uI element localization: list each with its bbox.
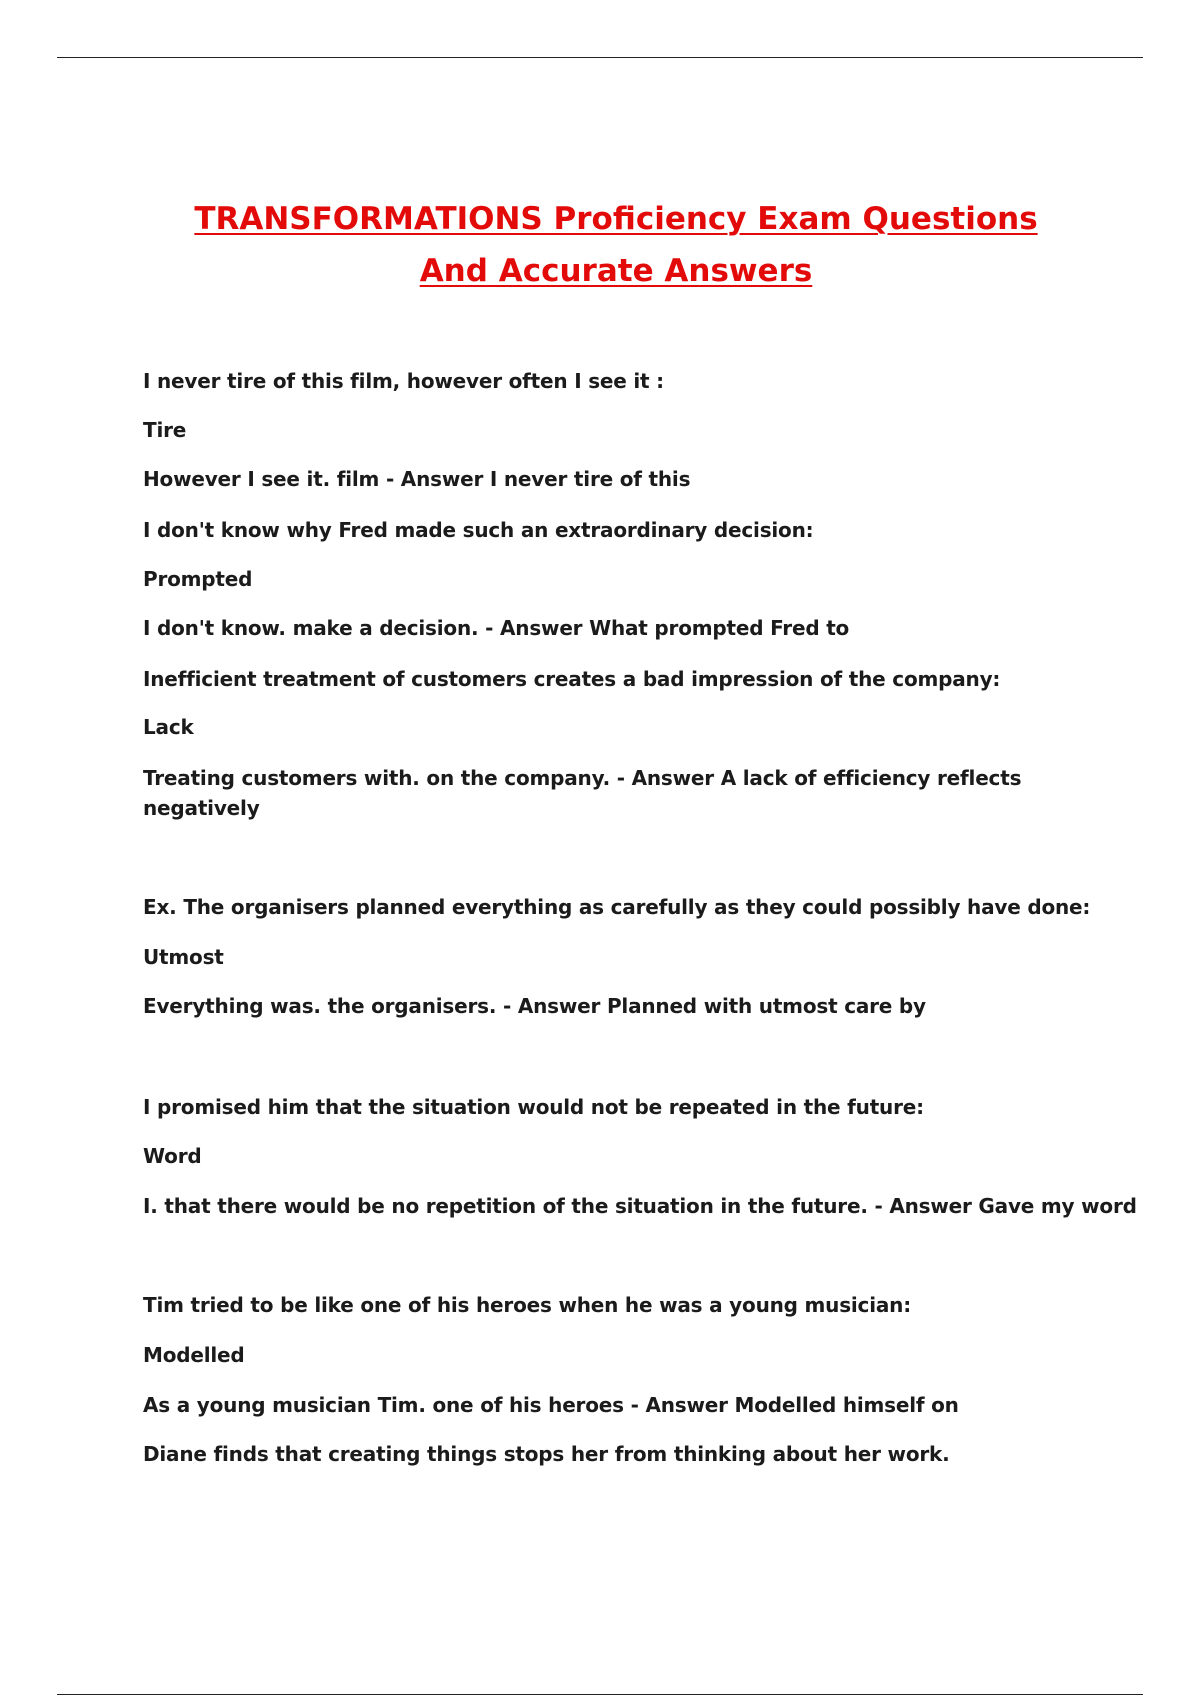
keyword-6: Modelled (143, 1343, 245, 1367)
keyword-5: Word (143, 1144, 202, 1168)
answer-3: Treating customers with. on the company. - Answer A lack of efficiency reflects negatively (143, 766, 1022, 820)
keyword-1: Tire (143, 418, 187, 442)
question-4: Ex. The organisers planned everything as carefully as they could possibly have done: (143, 895, 1091, 919)
question-3: Inefficient treatment of customers creates a bad impression of the company: (143, 667, 1001, 691)
answer-1: However I see it. film - Answer I never tire of this (143, 467, 691, 491)
question-2: I don't know why Fred made such an extraordinary decision: (143, 518, 814, 542)
question-7: Diane finds that creating things stops her from thinking about her work. (143, 1442, 950, 1466)
answer-4: Everything was. the organisers. - Answer Planned with utmost care by (143, 994, 926, 1018)
title-line-1: TRANSFORMATIONS Proficiency Exam Questions (194, 201, 1038, 237)
bottom-rule (57, 1694, 1143, 1695)
answer-2: I don't know. make a decision. - Answer What prompted Fred to (143, 616, 850, 640)
question-1: I never tire of this film, however often I see it : (143, 369, 664, 393)
question-6: Tim tried to be like one of his heroes when he was a young musician: (143, 1293, 912, 1317)
question-5: I promised him that the situation would not be repeated in the future: (143, 1095, 924, 1119)
top-rule (57, 57, 1143, 58)
keyword-3: Lack (143, 715, 194, 739)
answer-6: As a young musician Tim. one of his heroes - Answer Modelled himself on (143, 1393, 959, 1417)
title-line-2: And Accurate Answers (419, 253, 813, 289)
document-title (0, 193, 1200, 297)
keyword-4: Utmost (143, 945, 224, 969)
keyword-2: Prompted (143, 567, 253, 591)
answer-5: I. that there would be no repetition of the situation in the future. - Answer Gave my word (143, 1194, 1137, 1218)
